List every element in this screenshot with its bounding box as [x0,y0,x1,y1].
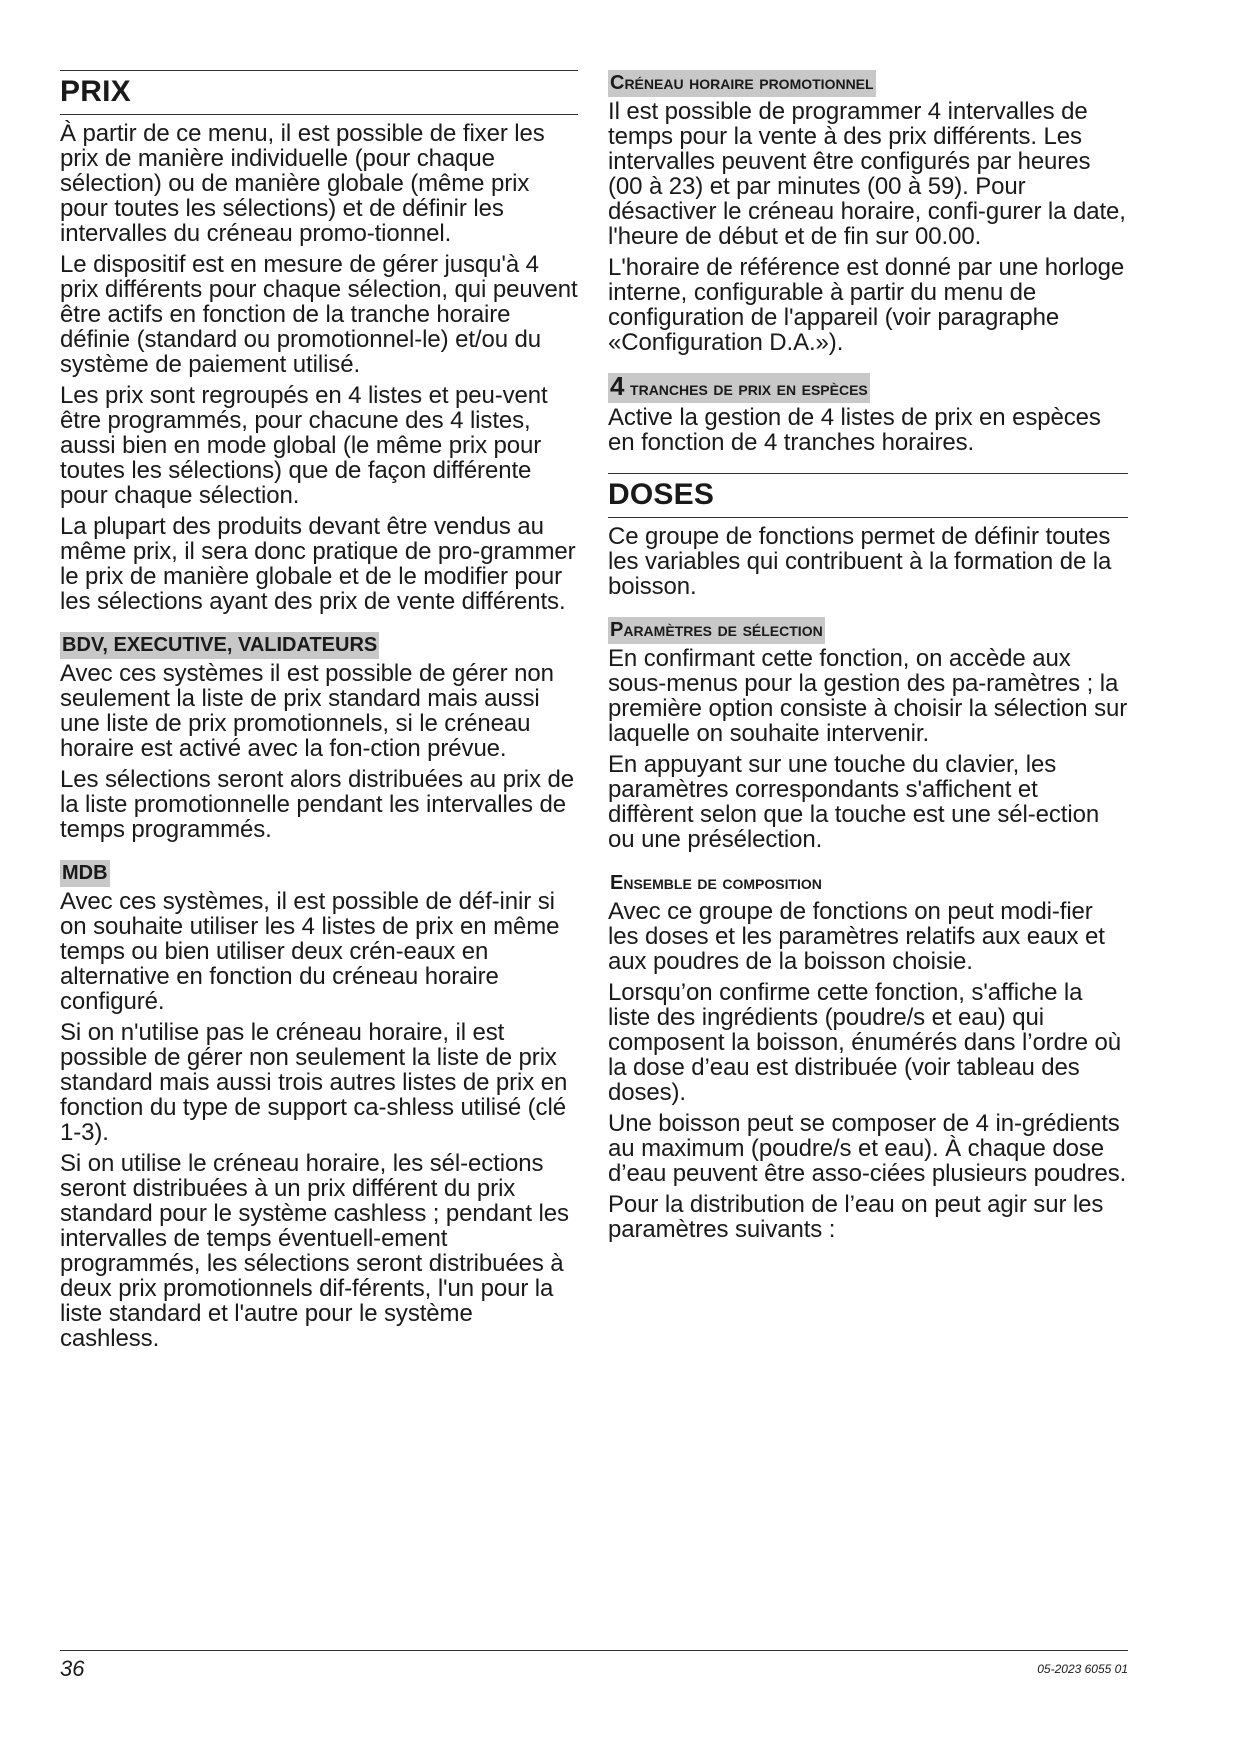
subheading-parametres: Paramètres de sélection [608,617,825,644]
paragraph: Lorsqu’on confirme cette fonction, s'affiche la liste des ingrédients (poudre/s et eau) qui composent la boisson, énumérés dans l’ordre où la dose d’eau est distribuée (voir tableau des doses). [608,979,1122,1106]
subheading-mdb: MDB [60,860,110,887]
paragraph: Pour la distribution de l’eau on peut agir sur les paramètres suivants : [608,1191,1104,1243]
paragraph: La plupart des produits devant être vendus au même prix, il sera donc pratique de pro-grammer le prix de manière globale et de le modifier pour les sélections ayant des prix de vente différents. [60,513,576,615]
subheading-bdv: BDV, EXECUTIVE, VALIDATEURS [60,632,379,659]
paragraph: Si on n'utilise pas le créneau horaire, il est possible de gérer non seulement la liste de prix standard mais aussi trois autres listes de prix en fonction du type de support ca-shless utilisé (clé 1-3). [60,1019,568,1146]
document-code: 05-2023 6055 01 [1037,1662,1128,1676]
paragraph: Les sélections seront alors distribuées au prix de la liste promotionnelle pendant les intervalles de temps programmés. [60,766,574,843]
paragraph: Si on utilise le créneau horaire, les sél-ections seront distribuées à un prix différent du prix standard pour le système cashless ; pendant les intervalles de temps éventuell-ement programmés, les sélections seront distribuées à deux prix promotionnels dif-férents, l'un pour la liste standard et l'autre pour le système cashless. [60,1150,569,1352]
page-number: 36 [60,1656,85,1681]
paragraph: À partir de ce menu, il est possible de fixer les prix de manière individuelle (pour chaque sélection) ou de manière globale (même prix pour toutes les sélections) et de définir les intervalles du créneau promo-tionnel. [60,120,545,247]
footer-divider [60,1650,1128,1651]
paragraph: Les prix sont regroupés en 4 listes et peu-vent être programmés, pour chacune des 4 listes, aussi bien en mode global (le même prix pour toutes les sélections) que de façon différente pour chaque sélection. [60,382,548,509]
paragraph: En confirmant cette fonction, on accède aux sous-menus pour la gestion des pa-ramètres ; la première option consiste à choisir la sélection sur laquelle on souhaite intervenir. [608,645,1128,747]
paragraph: Avec ces systèmes il est possible de gérer non seulement la liste de prix standard mais aussi une liste de prix promotionnels, si le créneau horaire est activé avec la fon-ction prévue. [60,660,554,762]
right-column [608,70,1128,1248]
paragraph: En appuyant sur une touche du clavier, les paramètres correspondants s'affichent et diffèrent selon que la touche est une sél-ection ou une présélection. [608,751,1100,853]
paragraph: Avec ce groupe de fonctions on peut modi-fier les doses et les paramètres relatifs aux eaux et aux poudres de la boisson choisie. [608,898,1105,975]
tranches-number: 4 [610,371,625,401]
section-heading-doses: DOSES [608,473,1128,518]
paragraph: Active la gestion de 4 listes de prix en espèces en fonction de 4 tranches horaires. [608,404,1101,456]
paragraph: Avec ces systèmes, il est possible de déf-inir si on souhaite utiliser les 4 listes de prix en même temps ou bien utiliser deux crén-eaux en alternative en fonction du créneau horaire configuré. [60,888,560,1015]
subheading-creneau: Créneau horaire promotionnel [608,70,876,97]
subheading-tranches [608,373,870,403]
tranches-label: tranches de prix en espèces [630,378,868,400]
section-heading-prix: PRIX [60,70,578,115]
paragraph: Le dispositif est en mesure de gérer jusqu'à 4 prix différents pour chaque sélection, qui peuvent être actifs en fonction de la tranche horaire définie (standard ou promotionnel-le) et/ou du système de paiement utilisé. [60,251,578,378]
subheading-ensemble: Ensemble de composition [610,872,822,894]
paragraph: Ce groupe de fonctions permet de définir toutes les variables qui contribuent à la formation de la boisson. [608,523,1112,600]
paragraph: L'horaire de référence est donné par une horloge interne, configurable à partir du menu de configuration de l'appareil (voir paragraphe «Configuration D.A.»). [608,254,1125,356]
paragraph: Une boisson peut se composer de 4 in-grédients au maximum (poudre/s et eau). À chaque dose d’eau peuvent être asso-ciées plusieurs poudres. [608,1110,1127,1187]
paragraph: Il est possible de programmer 4 intervalles de temps pour la vente à des prix différents. Les intervalles peuvent être configurés par heures (00 à 23) et par minutes (00 à 59). Pour désactiver le créneau horaire, confi-gurer la date, l'heure de début et de fin sur 00.00. [608,98,1126,250]
left-column [60,70,578,1357]
